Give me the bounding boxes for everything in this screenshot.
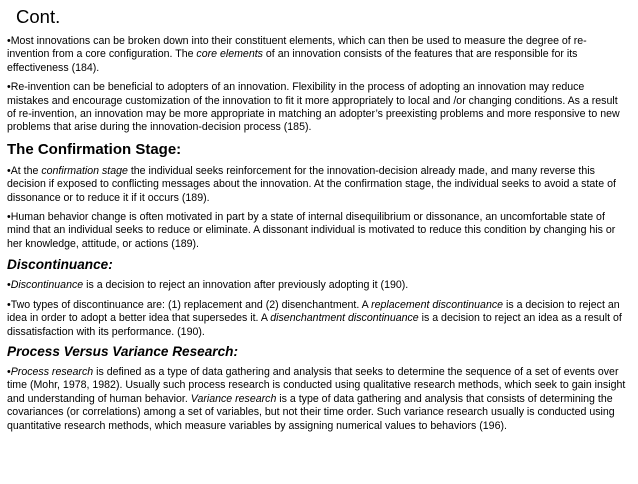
- text-segment: •Re-invention can be beneficial to adopters of an innovation. Flexibility in the process of adopting an innovation may reduce mistakes and encourage customization of the innovation to fit it more appropriately to local and /or changing conditions. As a result of re-invention, an innovation may be more appropriate in matching an adopter’s preexisting problems and more responsive to new problems that arise during the innovation-decision process (185).: [7, 81, 620, 134]
- paragraph-discontinuance-types: [7, 299, 626, 339]
- italic-term: Variance research: [190, 392, 277, 405]
- intro-section: [7, 35, 626, 135]
- discontinuance-section: [7, 256, 626, 339]
- paragraph-reinvention-benefits: [7, 81, 626, 135]
- italic-term: Process research: [10, 365, 94, 378]
- italic-term: disenchantment discontinuance: [270, 312, 419, 325]
- slide: [0, 6, 638, 484]
- slide-title: Cont.: [16, 6, 61, 27]
- paragraph-confirmation-stage: [7, 165, 626, 205]
- text-segment: is a decision to reject an innovation after previously adopting it (190).: [83, 279, 409, 292]
- paragraph-core-elements: [7, 35, 626, 75]
- paragraph-process-research: [7, 366, 626, 433]
- text-segment: the individual seeks reinforcement for the innovation-decision already made, and many reverse this decision if exposed to conflicting messages about the innovation. At the confirmation stage, the individual seeks to avoid a state of dissonance or to reduce it if it occurs (189).: [7, 164, 616, 204]
- text-segment: •At the: [7, 164, 42, 177]
- process-variance-section: [7, 343, 626, 433]
- italic-term: confirmation stage: [41, 164, 128, 177]
- confirmation-section: [7, 140, 626, 251]
- text-segment: •: [7, 365, 11, 378]
- italic-term: replacement discontinuance: [371, 298, 504, 311]
- paragraph-discontinuance-definition: [7, 279, 626, 292]
- discontinuance-heading: Discontinuance:: [7, 257, 113, 273]
- text-segment: •Human behavior change is often motivated in part by a state of internal disequilibrium or dissonance, an uncomfortable state of mind that an individual seeks to reduce or eliminate. A dissonant individual is motivated to reduce this condition by changing his or her knowledge, attitude, or actions (189).: [7, 211, 616, 250]
- text-segment: •Most innovations can be broken down into their constituent elements, which can then be used to measure the degree of re-invention from a core configuration. The: [7, 35, 587, 61]
- text-segment: •Two types of discontinuance are: (1) replacement and (2) disenchantment. A: [7, 298, 372, 311]
- text-segment: is defined as a type of data gathering and analysis that seeks to determine the sequence of a set of events over time (Mohr, 1978, 1982). Usually such process research is conducted using qualitative research methods, which seek to gain insight and understanding of human behavior.: [7, 365, 626, 405]
- text-segment: of an innovation consists of the features that are responsible for its effectiveness (184).: [7, 48, 578, 74]
- paragraph-dissonance: [7, 211, 626, 251]
- text-segment: •: [7, 279, 11, 292]
- text-segment: is a decision to reject an idea in order to adopt a better idea that supersedes it. A: [7, 298, 620, 325]
- confirmation-stage-heading: The Confirmation Stage:: [7, 140, 182, 158]
- process-variance-heading: Process Versus Variance Research:: [7, 343, 238, 359]
- text-segment: is a decision to reject an idea as a result of dissatisfaction with its performance. (190).: [7, 312, 622, 338]
- italic-term: Discontinuance: [10, 279, 84, 292]
- text-segment: is a type of data gathering and analysis that consists of determining the covariances (or correlations) among a set of variables, but not their time order. Such variance research usually is conducted using quantitative research methods, which measure variables by assigning numerical values to behaviors (196).: [7, 392, 615, 432]
- italic-term: core elements: [196, 48, 263, 61]
